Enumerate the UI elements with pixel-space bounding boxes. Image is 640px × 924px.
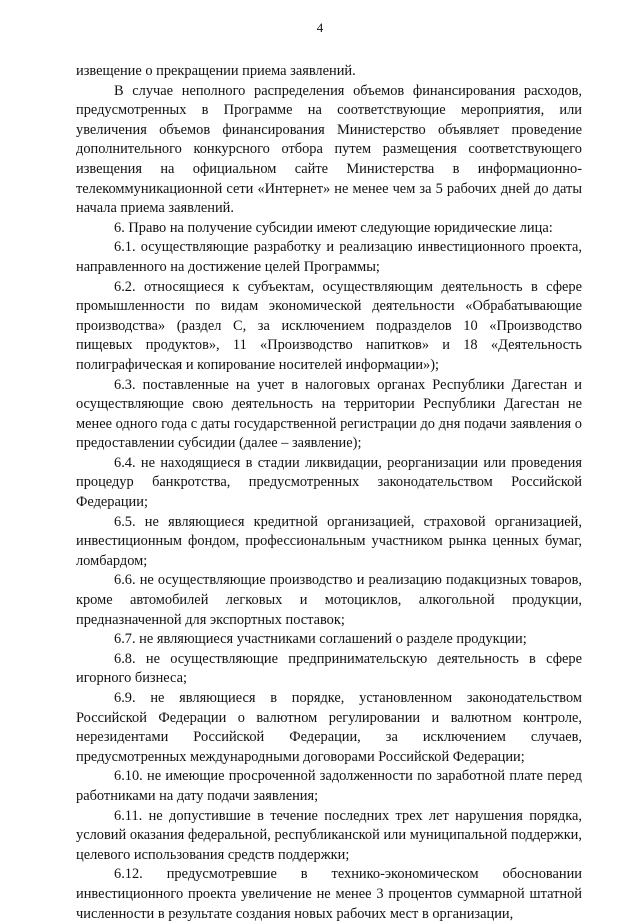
document-body [76,62,582,924]
paragraph-4: 6.2. относящиеся к субъектам, осуществляющим деятельность в сфере промышленности по видам экономической деятельности «Обрабатывающие производства» (раздел С, за исключением подразделов 10 «Производство пищевых продуктов», 11 «Производство напитков» и 18 «Деятельность полиграфическая и копирование носителей информации»); [76,278,582,373]
paragraph-1: В случае неполного распределения объемов финансирования расходов, предусмотренных в Программе на соответствующие мероприятия, или увеличения объемов финансирования Министерство объявляет проведение дополнительного конкурсного отбора путем размещения соответствующего извещения на официальном сайте Министерства в информационно-телекоммуникационной сети «Интернет» не менее чем за 5 рабочих дней до даты начала приема заявлений. [76,82,582,217]
paragraph-9: 6.7. не являющиеся участниками соглашений о разделе продукции; [114,631,527,648]
page-number: 4 [316,20,324,35]
paragraph-7: 6.5. не являющиеся кредитной организацией, страховой организацией, инвестиционным фондом, профессиональным участником рынка ценных бумаг, ломбардом; [76,513,582,569]
paragraph-5: 6.3. поставленные на учет в налоговых органах Республики Дагестан и осуществляющие свою деятельность на территории Республики Дагестан не менее одного года с даты государственной регистрации до дня подачи заявления о предоставлении субсидии (далее – заявление); [76,376,582,452]
paragraph-10: 6.8. не осуществляющие предпринимательскую деятельность в сфере игорного бизнеса; [76,650,582,687]
paragraph-11: 6.9. не являющиеся в порядке, установленном законодательством Российской Федерации о валютном регулировании и валютном контроле, нерезидентами Российской Федерации, за исключением случаев, предусмотренных международными договорами Российской Федерации; [76,690,582,765]
paragraph-2: 6. Право на получение субсидии имеют следующие юридические лица: [114,219,553,236]
paragraph-8: 6.6. не осуществляющие производство и реализацию подакцизных товаров, кроме автомобилей легковых и мотоциклов, алкогольной продукции, предназначенной для экспортных поставок; [76,572,582,628]
paragraph-14: 6.12. предусмотревшие в технико-экономическом обосновании инвестиционного проекта увеличение не менее 3 процентов суммарной штатной численности в результате создания новых рабочих мест в организации, [76,866,582,922]
paragraph-3: 6.1. осуществляющие разработку и реализацию инвестиционного проекта, направленного на достижение целей Программы; [76,239,582,275]
paragraph-6: 6.4. не находящиеся в стадии ликвидации, реорганизации или проведения процедур банкротства, предусмотренных законодательством Российской Федерации; [76,454,582,511]
paragraph-13: 6.11. не допустившие в течение последних трех лет нарушения порядка, условий оказания федеральной, республиканской или муниципальной поддержки, целевого использования средств поддержки; [76,807,582,863]
paragraph-12: 6.10. не имеющие просроченной задолженности по заработной плате перед работниками на дату подачи заявления; [76,768,582,804]
paragraph-0: извещение о прекращении приема заявлений. [76,63,356,79]
